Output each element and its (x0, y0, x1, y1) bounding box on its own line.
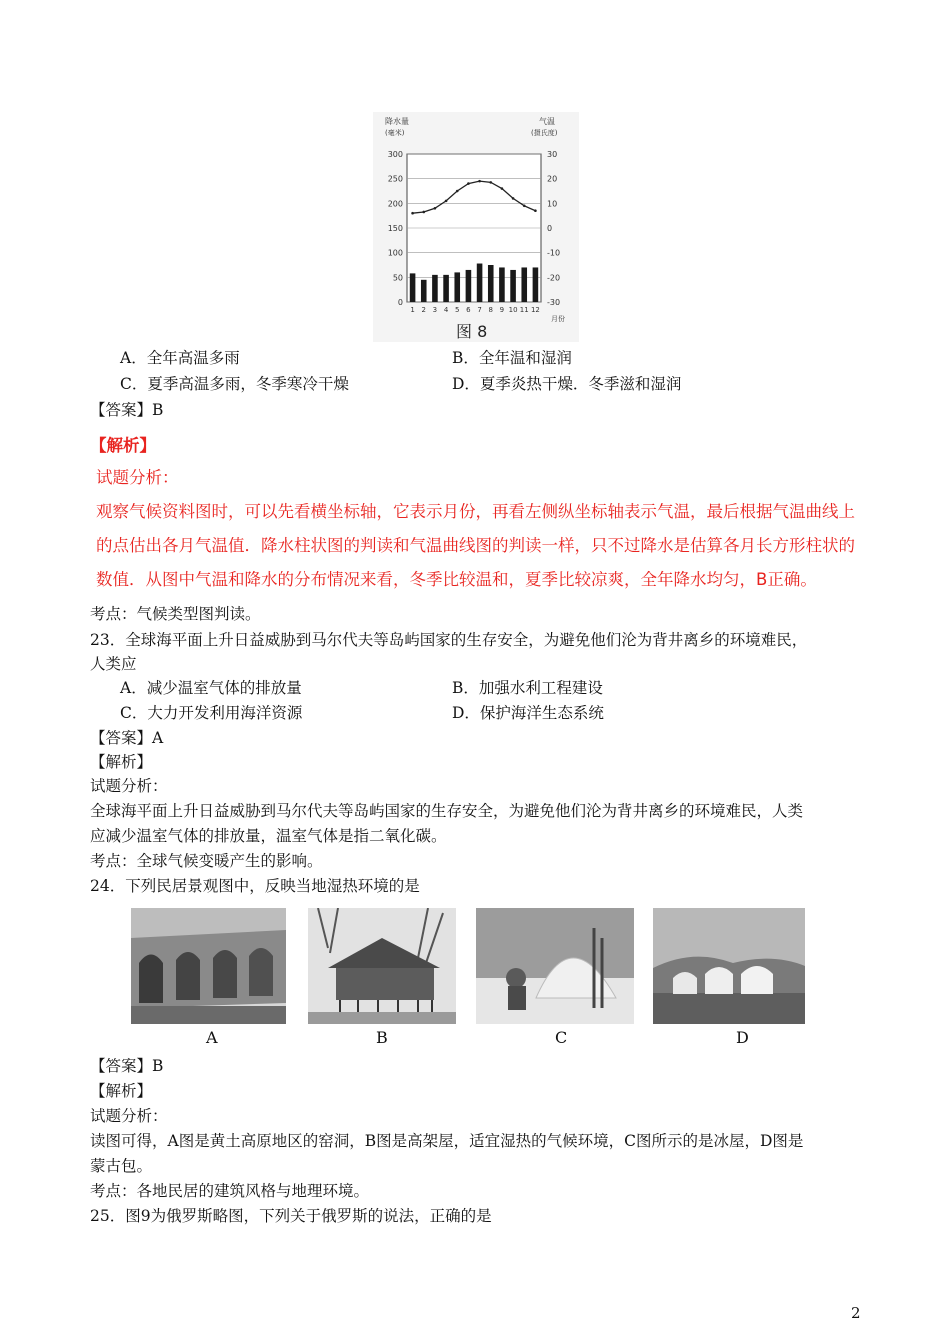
x-tick-label: 2 (421, 306, 426, 314)
q23-option-c: C．大力开发利用海洋资源 (120, 704, 303, 722)
photo-label-c: C (555, 1028, 568, 1047)
x-tick-label: 3 (432, 306, 438, 314)
x-unit-label: 月份 (551, 315, 565, 323)
photo-label-b: B (376, 1028, 388, 1047)
q22-option-a: A．全年高温多雨 (120, 349, 240, 367)
q23-option-a: A．减少温室气体的排放量 (120, 679, 302, 697)
left-axis-label-1: 降水量 (385, 117, 409, 126)
q24-analysis-line-2: 蒙古包。 (90, 1157, 153, 1175)
q22-option-d: D．夏季炎热干燥．冬季滋和湿润 (452, 375, 682, 393)
climate-chart (373, 112, 579, 342)
q25-stem: 25．图9为俄罗斯略图，下列关于俄罗斯的说法，正确的是 (90, 1207, 492, 1225)
climate-chart-svg (373, 112, 579, 342)
precip-bar (421, 280, 427, 302)
temperature-point (501, 187, 504, 190)
left-tick-label: 50 (392, 273, 403, 283)
temperature-point (489, 181, 492, 184)
q23-option-b: B．加强水利工程建设 (452, 679, 603, 697)
precip-bar (477, 264, 483, 302)
precip-bar (510, 270, 516, 302)
left-tick-label: 100 (387, 248, 403, 258)
photo-a-cave-dwelling (131, 908, 286, 1024)
left-tick-label: 250 (387, 174, 403, 184)
x-tick-label: 9 (499, 306, 505, 314)
x-tick-label: 5 (455, 306, 460, 314)
photo-c-igloo (476, 908, 634, 1024)
precip-bar (410, 273, 416, 302)
q22-option-b: B．全年温和湿润 (452, 349, 572, 367)
right-tick-label: 10 (547, 199, 558, 209)
x-tick-label: 1 (410, 306, 415, 314)
precip-bar (499, 267, 505, 302)
temperature-point (445, 200, 448, 203)
x-tick-label: 12 (530, 306, 540, 314)
x-tick-label: 11 (519, 306, 529, 314)
temperature-point (534, 209, 537, 212)
right-tick-label: 20 (547, 174, 558, 184)
q23-point: 考点：全球气候变暖产生的影响。 (90, 852, 323, 870)
x-tick-label: 7 (477, 306, 482, 314)
q23-analysis-line-2: 应减少温室气体的排放量，温室气体是指二氧化碳。 (90, 827, 447, 845)
precip-bar (466, 270, 472, 302)
photo-label-a: A (206, 1028, 218, 1047)
q24-point: 考点：各地民居的建筑风格与地理环境。 (90, 1182, 370, 1200)
q23-analysis-heading: 【解析】 (90, 753, 153, 771)
q22-analysis-subheading: 试题分析： (96, 468, 179, 487)
q23-answer: 【答案】A (90, 729, 164, 747)
q23-stem-line-2: 人类应 (90, 655, 137, 673)
temperature-point (422, 211, 425, 214)
precip-bar (454, 272, 460, 302)
temperature-point (512, 197, 515, 200)
temperature-point (478, 180, 481, 183)
q22-analysis-line-2: 的点估出各月气温值．降水柱状图的判读和气温曲线图的判读一样，只不过降水是估算各月长方形柱状的 (96, 536, 855, 555)
left-tick-label: 200 (387, 199, 403, 209)
temperature-point (411, 212, 414, 215)
right-tick-label: -30 (547, 298, 561, 307)
right-axis-label-1: 气温 (539, 117, 555, 126)
q22-analysis-line-3: 数值．从图中气温和降水的分布情况来看，冬季比较温和，夏季比较凉爽，全年降水均匀，B正确。 (96, 570, 817, 589)
q23-analysis-subheading: 试题分析： (90, 777, 168, 795)
x-tick-label: 6 (466, 306, 471, 314)
precip-bar (521, 267, 527, 302)
chart-caption: 图 8 (456, 322, 488, 341)
temperature-point (456, 190, 459, 193)
photo-b-stilt-house (308, 908, 456, 1024)
q24-analysis-heading: 【解析】 (90, 1082, 153, 1100)
q24-stem: 24．下列民居景观图中，反映当地湿热环境的是 (90, 877, 420, 895)
q23-stem-line-1: 23．全球海平面上升日益威胁到马尔代夫等岛屿国家的生存安全，为避免他们沦为背井离乡的环境难民， (90, 631, 808, 649)
left-tick-label: 150 (387, 224, 403, 233)
q22-answer: 【答案】B (90, 401, 164, 419)
q24-answer: 【答案】B (90, 1057, 164, 1075)
left-tick-label: 0 (397, 298, 403, 307)
right-tick-label: 30 (547, 150, 558, 159)
left-tick-label: 300 (387, 150, 403, 159)
q22-analysis-heading: 【解析】 (90, 436, 156, 455)
precip-bar (488, 265, 494, 302)
right-tick-label: -10 (547, 248, 561, 258)
temperature-point (467, 182, 470, 185)
q24-analysis-line-1: 读图可得，A图是黄土高原地区的窑洞，B图是高架屋，适宜湿热的气候环境，C图所示的是冰屋，D图是 (90, 1132, 804, 1150)
right-tick-label: 0 (547, 224, 553, 233)
temperature-point (523, 205, 526, 208)
temperature-point (434, 207, 437, 210)
page-number: 2 (851, 1304, 861, 1322)
q23-option-d: D．保护海洋生态系统 (452, 704, 604, 722)
right-tick-label: -20 (547, 273, 561, 283)
left-axis-label-2: (毫米) (385, 129, 405, 137)
precip-bar (533, 267, 539, 302)
x-tick-label: 10 (508, 306, 518, 314)
right-axis-label-2: (摄氏度) (531, 129, 558, 137)
q22-point: 考点：气候类型图判读。 (90, 605, 261, 623)
photo-d-yurt (653, 908, 805, 1024)
photo-label-d: D (736, 1028, 749, 1047)
q24-analysis-subheading: 试题分析： (90, 1107, 168, 1125)
q22-option-c: C．夏季高温多雨，冬季寒冷干燥 (120, 375, 349, 393)
q22-analysis-line-1: 观察气候资料图时，可以先看横坐标轴，它表示月份，再看左侧纵坐标轴表示气温，最后根据气温曲线上 (96, 502, 855, 521)
q23-analysis-line-1: 全球海平面上升日益威胁到马尔代夫等岛屿国家的生存安全，为避免他们沦为背井离乡的环境难民，人类 (90, 802, 804, 820)
precip-bar (432, 275, 438, 302)
x-tick-label: 8 (488, 306, 493, 314)
precip-bar (443, 275, 449, 302)
x-tick-label: 4 (443, 306, 449, 314)
